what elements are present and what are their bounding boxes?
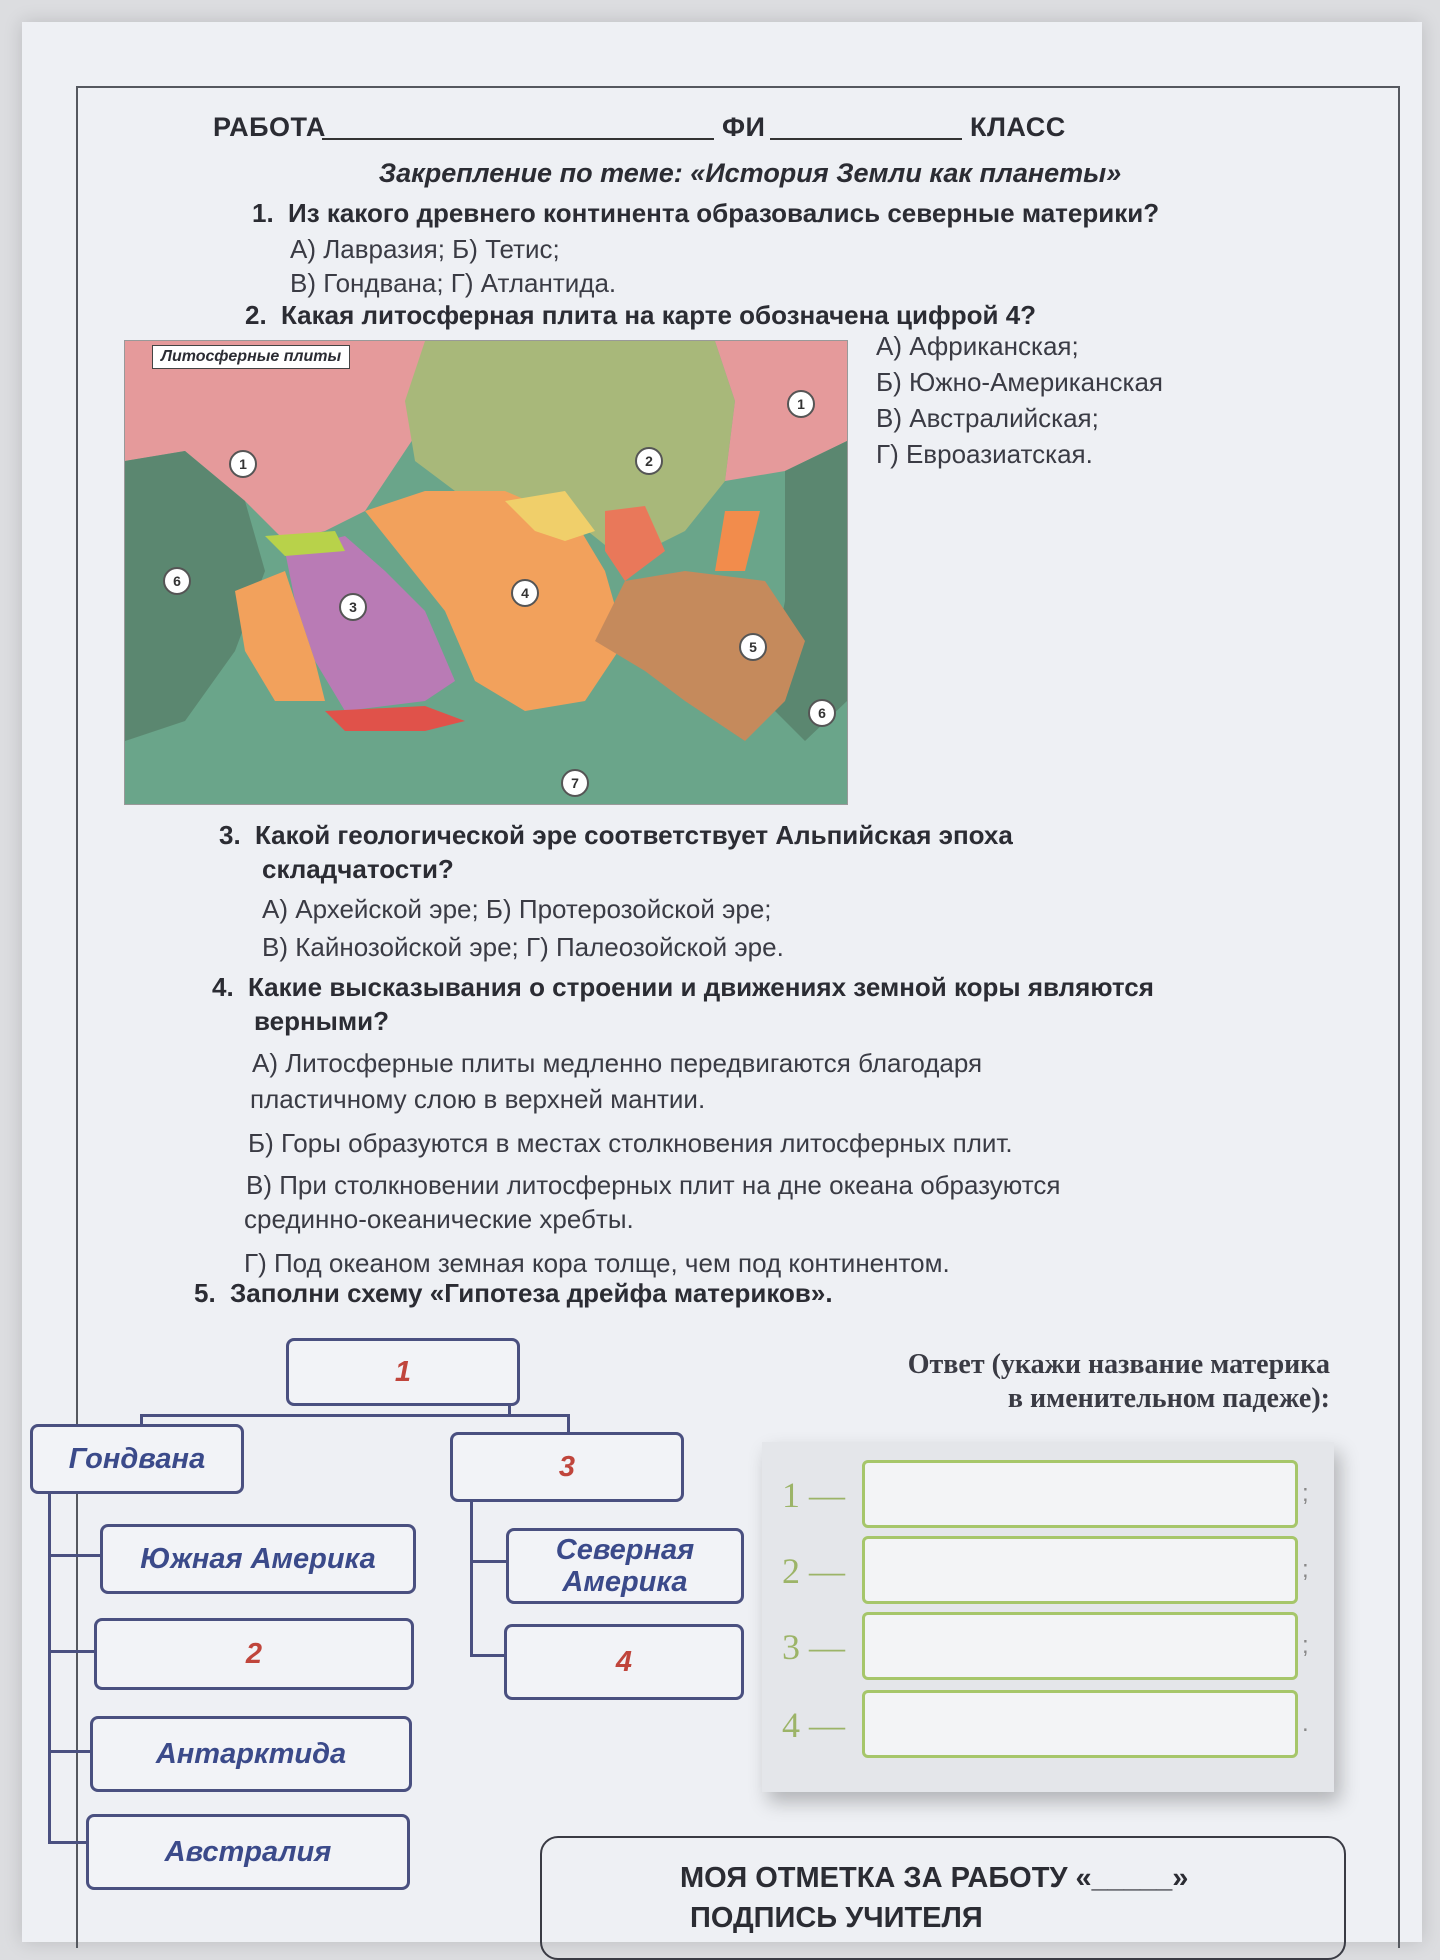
q2-option-c: В) Австралийская;	[876, 403, 1099, 433]
svg-text:6: 6	[173, 573, 181, 589]
work-label: РАБОТА	[213, 112, 326, 142]
answer-field-3[interactable]	[862, 1612, 1298, 1680]
answer-title-line1: Ответ (укажи название материка	[907, 1349, 1330, 1380]
answer-punct: ;	[1302, 1632, 1309, 1659]
question-text: Какой геологической эре соответствует Альпийская эпоха	[255, 820, 1013, 850]
connector	[140, 1414, 570, 1417]
teacher-signature-label: ПОДПИСЬ УЧИТЕЛЯ	[690, 1902, 983, 1934]
question-1	[252, 196, 1159, 230]
scheme-box-north-america: Северная Америка	[506, 1528, 744, 1604]
student-name-line[interactable]	[770, 138, 962, 140]
answer-punct: ;	[1302, 1556, 1309, 1583]
name-label: ФИ	[722, 112, 766, 142]
q4-option-a2: пластичному слою в верхней мантии.	[250, 1084, 706, 1114]
svg-text:4: 4	[521, 585, 529, 601]
connector	[48, 1492, 51, 1844]
grade-label: МОЯ ОТМЕТКА ЗА РАБОТУ «_____»	[680, 1862, 1189, 1894]
connector	[470, 1560, 506, 1563]
svg-text:5: 5	[749, 639, 757, 655]
answer-instructions	[850, 1348, 1330, 1416]
question-5	[194, 1276, 833, 1310]
question-text: Из какого древнего континента образовались северные материки?	[288, 198, 1160, 228]
connector	[48, 1554, 100, 1557]
answer-field-1[interactable]	[862, 1460, 1298, 1528]
connector	[470, 1500, 473, 1656]
answer-row	[762, 1612, 1334, 1682]
q3-options-line1: А) Архейской эре; Б) Протерозойской эре;	[262, 894, 772, 924]
question-4-cont: верными?	[254, 1006, 389, 1036]
scheme-box-australia: Австралия	[86, 1814, 410, 1890]
scheme-box-2[interactable]: 2	[94, 1618, 414, 1690]
plate-marker-5	[740, 634, 766, 660]
plate-marker-2	[636, 448, 662, 474]
grade-box	[540, 1836, 1346, 1960]
question-number: 3.	[219, 820, 241, 850]
question-2	[245, 298, 1036, 332]
plate-marker-6a	[164, 568, 190, 594]
q2-option-d: Г) Евроазиатская.	[876, 439, 1093, 469]
connector	[48, 1750, 90, 1753]
question-number: 5.	[194, 1278, 216, 1308]
scheme-box-south-america: Южная Америка	[100, 1524, 416, 1594]
question-text: Какая литосферная плита на карте обозначена цифрой 4?	[281, 300, 1037, 330]
plate-marker-1b	[788, 391, 814, 417]
plate-marker-7	[562, 770, 588, 796]
plate-marker-3	[340, 594, 366, 620]
answer-row	[762, 1536, 1334, 1606]
q2-options	[876, 328, 1163, 472]
q1-options-line1: А) Лавразия; Б) Тетис;	[290, 234, 560, 264]
q4-option-d: Г) Под океаном земная кора толще, чем под континентом.	[244, 1248, 950, 1278]
question-4	[212, 970, 1154, 1004]
plate-marker-1a	[230, 451, 256, 477]
plate-marker-4	[512, 580, 538, 606]
svg-text:6: 6	[818, 705, 826, 721]
answer-row	[762, 1690, 1334, 1760]
svg-text:1: 1	[797, 396, 805, 412]
scheme-box-4[interactable]: 4	[504, 1624, 744, 1700]
work-name-line[interactable]	[322, 138, 714, 140]
scheme-box-antarctica: Антарктида	[90, 1716, 412, 1792]
question-number: 1.	[252, 198, 274, 228]
answer-field-4[interactable]	[862, 1690, 1298, 1758]
answer-punct: .	[1302, 1710, 1309, 1737]
q4-option-a1: А) Литосферные плиты медленно передвигаются благодаря	[252, 1048, 983, 1078]
question-text: Какие высказывания о строении и движениях земной коры являются	[248, 972, 1154, 1002]
q4-option-b: Б) Горы образуются в местах столкновения литосферных плит.	[248, 1128, 1013, 1158]
svg-text:1: 1	[239, 456, 247, 472]
svg-text:7: 7	[571, 775, 579, 791]
answer-number: 4 —	[782, 1705, 845, 1745]
scheme-box-3[interactable]: 3	[450, 1432, 684, 1502]
class-label: КЛАСС	[970, 112, 1066, 142]
answer-field-2[interactable]	[862, 1536, 1298, 1604]
q1-options-line2: В) Гондвана; Г) Атлантида.	[290, 268, 617, 298]
map-legend-label: Литосферные плиты	[152, 345, 350, 369]
question-number: 2.	[245, 300, 267, 330]
connector	[470, 1654, 504, 1657]
scheme-box-1[interactable]: 1	[286, 1338, 520, 1406]
answer-row	[762, 1460, 1334, 1530]
q4-option-c2: срединно-океанические хребты.	[244, 1204, 634, 1234]
svg-text:3: 3	[349, 599, 357, 615]
question-number: 4.	[212, 972, 234, 1002]
svg-text:2: 2	[645, 453, 653, 469]
plate-marker-6b	[809, 700, 835, 726]
question-text: Заполни схему «Гипотеза дрейфа материков».	[230, 1278, 833, 1308]
question-3	[219, 818, 1013, 852]
tectonic-plates-map	[124, 340, 848, 805]
answer-number: 3 —	[782, 1627, 845, 1667]
answer-panel	[762, 1442, 1334, 1792]
q2-option-b: Б) Южно-Американская	[876, 367, 1163, 397]
q3-options-line2: В) Кайнозойской эре; Г) Палеозойской эре.	[262, 932, 784, 962]
answer-number: 2 —	[782, 1551, 845, 1591]
answer-number: 1 —	[782, 1475, 845, 1515]
connector	[48, 1650, 94, 1653]
answer-title-line2: в именительном падеже):	[1007, 1383, 1330, 1414]
q2-option-a: А) Африканская;	[876, 331, 1079, 361]
scheme-box-gondwana: Гондвана	[30, 1424, 244, 1494]
connector	[48, 1841, 86, 1844]
answer-punct: ;	[1302, 1480, 1309, 1507]
page-title: Закрепление по теме: «История Земли как планеты»	[378, 158, 1122, 188]
connector	[567, 1414, 570, 1432]
question-3-cont: складчатости?	[262, 854, 454, 884]
q4-option-c1: В) При столкновении литосферных плит на дне океана образуются	[246, 1170, 1061, 1200]
